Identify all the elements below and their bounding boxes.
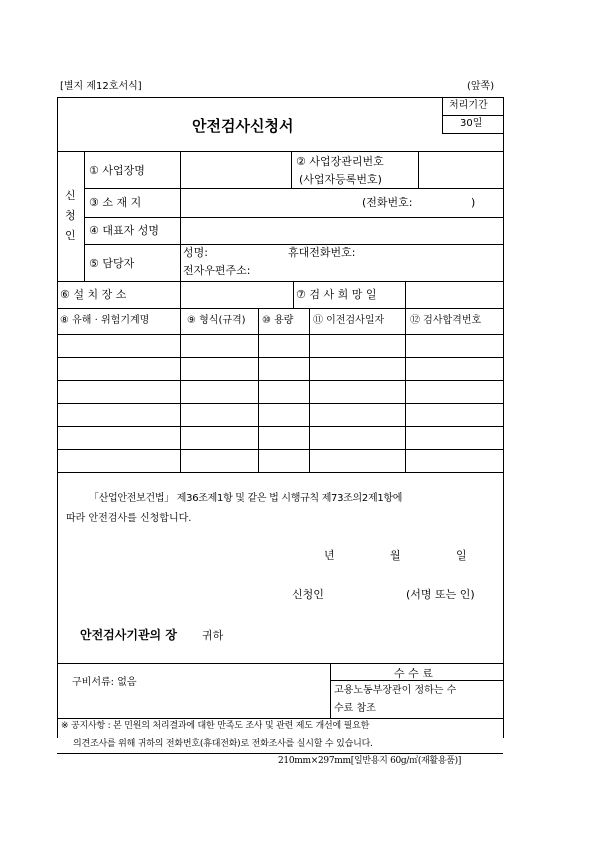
table-row[interactable] — [58, 450, 502, 472]
table-bottom-line — [57, 472, 503, 473]
statement-line-2: 따라 안전검사를 신청합니다. — [66, 513, 192, 524]
phone-label: (전화번호: — [362, 196, 413, 209]
representative-field[interactable] — [181, 218, 502, 243]
col-line-291-r1 — [291, 151, 292, 188]
footer-top-line — [57, 663, 503, 664]
col-line-180-r4 — [180, 244, 181, 281]
install-location-field[interactable] — [181, 282, 292, 307]
business-reg-number-label: (사업자등록번호) — [299, 173, 382, 186]
applicant-section-label-2: 청 — [65, 209, 76, 222]
mgmt-number-field[interactable] — [419, 152, 502, 187]
machine-name-header: ⑧ 유해 · 위험기계명 — [60, 315, 150, 326]
frame-right-line — [503, 97, 504, 738]
frame-top-line — [57, 97, 503, 98]
install-location-label: ⑥ 설 치 장 소 — [60, 288, 127, 301]
manager-mobile-field[interactable] — [365, 245, 501, 261]
mgmt-number-label: ② 사업장관리번호 — [296, 155, 384, 168]
page-side-label: (앞쪽) — [467, 81, 495, 92]
desired-date-label: ⑦ 검 사 희 망 일 — [296, 288, 377, 301]
capacity-header: ⑩ 용량 — [262, 315, 294, 326]
table-row[interactable] — [58, 381, 502, 403]
processing-period-value: 30일 — [460, 118, 483, 129]
manager-email-field[interactable] — [262, 263, 501, 279]
representative-label: ④ 대표자 성명 — [89, 224, 159, 237]
phone-close: ) — [471, 196, 476, 209]
address-field[interactable] — [181, 189, 502, 216]
fee-line-1: 고용노동부장관이 정하는 수 — [334, 685, 457, 696]
table-row[interactable] — [58, 427, 502, 449]
desired-date-field[interactable] — [406, 282, 502, 307]
table-row[interactable] — [58, 404, 502, 426]
workplace-name-field[interactable] — [181, 152, 290, 187]
form-title: 안전검사신청서 — [192, 117, 294, 135]
applicant-section-label-1: 신 — [65, 189, 76, 202]
sign-or-seal-label: (서명 또는 인) — [406, 588, 475, 601]
recipient-suffix: 귀하 — [202, 629, 224, 642]
fee-title: 수 수 료 — [394, 667, 433, 680]
processing-period-label: 처리기간 — [449, 100, 488, 111]
row-line-308 — [57, 308, 503, 309]
year-label: 년 — [324, 549, 335, 562]
table-row[interactable] — [58, 358, 502, 380]
applicant-divider — [84, 151, 85, 281]
notice-line-2: 의견조사를 위해 귀하의 전화번호(휴대전화)로 전화조사를 실시할 수 있습니다. — [73, 739, 373, 749]
recipient-label: 안전검사기관의 장 — [80, 628, 177, 642]
period-box-mid — [442, 115, 503, 116]
required-docs: 구비서류: 없음 — [72, 677, 137, 688]
statement-line-1: 「산업안전보건법」 제36조제1항 및 같은 법 시행규칙 제73조의2제1항에 — [89, 493, 403, 504]
notice-top-line — [57, 718, 503, 719]
day-label: 일 — [456, 549, 467, 562]
address-label: ③ 소 재 지 — [89, 196, 142, 209]
applicant-sign-field[interactable] — [332, 585, 402, 603]
applicant-section-label-3: 인 — [65, 229, 76, 242]
model-header: ⑨ 형식(규격) — [187, 315, 246, 326]
fee-title-line — [330, 680, 503, 681]
col-line-293-install — [293, 281, 294, 308]
workplace-name-label: ① 사업장명 — [89, 164, 145, 177]
footer-divider — [330, 663, 331, 718]
notice-line-1: ※ 공지사항 : 본 민원의 처리결과에 대한 만족도 조사 및 관련 제도 개선에 필요한 — [61, 721, 370, 731]
pass-number-header: ⑫ 검사합격번호 — [410, 315, 482, 326]
applicant-sign-label: 신청인 — [292, 588, 324, 601]
form-number: [별지 제12호서식] — [60, 81, 142, 92]
manager-mobile-label: 휴대전화번호: — [288, 246, 356, 259]
manager-name-label: 성명: — [183, 246, 208, 259]
prev-inspection-date-header: ⑪ 이전검사일자 — [313, 315, 385, 326]
fee-line-2: 수료 참조 — [334, 703, 376, 714]
manager-name-field[interactable] — [212, 245, 284, 261]
frame-bottom-line — [57, 753, 503, 754]
paper-spec: 210mm×297mm[일반용지 60g/㎡(재활용품)] — [278, 756, 462, 766]
month-label: 월 — [390, 549, 401, 562]
period-box-bottom — [442, 133, 503, 134]
manager-label: ⑤ 담당자 — [89, 257, 135, 270]
table-row[interactable] — [58, 335, 502, 357]
manager-email-label: 전자우편주소: — [183, 264, 251, 277]
